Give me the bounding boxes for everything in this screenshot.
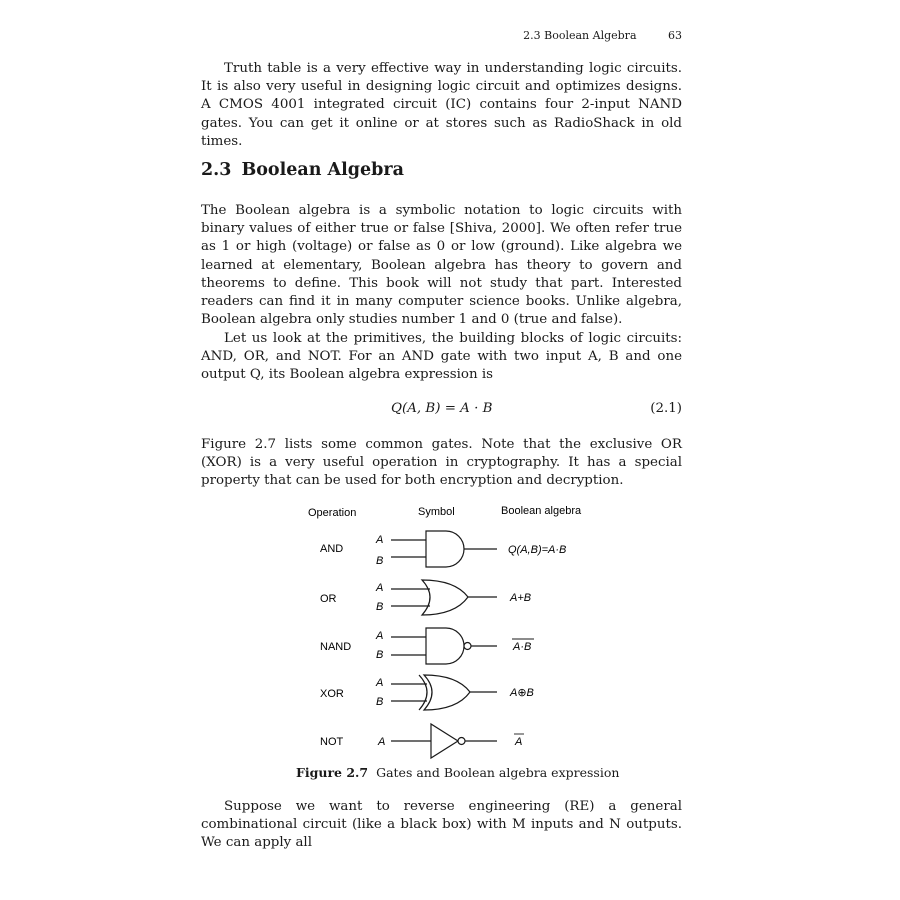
header-symbol: Symbol: [418, 506, 455, 518]
running-head: [200, 29, 682, 42]
section-title: Boolean Algebra: [241, 160, 404, 180]
figure-caption-label: Figure 2.7: [296, 765, 369, 780]
and-input-b: B: [376, 555, 384, 567]
operation-or: OR: [320, 593, 337, 605]
or-input-b: B: [376, 601, 384, 613]
running-head-section: 2.3 Boolean Algebra: [523, 29, 637, 42]
xor-input-b: B: [376, 696, 384, 708]
operation-not: NOT: [320, 736, 344, 748]
boolean-definition-paragraph: The Boolean algebra is a symbolic notation to logic circuits with binary values of either true or false [Shiva, 2000]. We often refer true as 1 or high (voltage) or false as 0 or low (ground). Like algebra we learned at elementary, Boolean algebra has theory to govern and theorems to define. This book will not study that part. Interested readers can find it in many computer science books. Unlike algebra, Boolean algebra only studies number 1 and 0 (true and false).: [201, 203, 682, 328]
equation-number: (2.1): [650, 401, 682, 416]
gates-diagram: [300, 502, 600, 762]
not-input-a: A: [378, 736, 386, 748]
gates-figure: [300, 502, 600, 762]
and-input-a: A: [376, 534, 384, 546]
xor-input-a: A: [376, 677, 384, 689]
not-gate-icon: [391, 724, 497, 758]
operation-xor: XOR: [320, 688, 344, 700]
or-input-a: A: [376, 582, 384, 594]
or-expression: A+B: [510, 592, 532, 604]
xor-gate-icon: [391, 675, 497, 710]
figure-reference-paragraph: Figure 2.7 lists some common gates. Note that the exclusive OR (XOR) is a very useful operation in cryptography. It has a special property that can be used for both encryption and decryption.: [201, 437, 682, 489]
nand-input-a: A: [376, 630, 384, 642]
not-expression: A: [515, 736, 523, 748]
nand-expression: A·B: [513, 641, 532, 653]
or-gate-icon: [391, 580, 497, 615]
figure-caption-text: Gates and Boolean algebra expression: [376, 765, 620, 780]
section-heading: [201, 160, 404, 180]
page-number: 63: [668, 29, 682, 42]
equation-2-1: [201, 401, 682, 421]
nand-input-b: B: [376, 649, 384, 661]
intro-paragraph: Truth table is a very effective way in understanding logic circuits. It is also very useful in designing logic circuit and optimizes designs. A CMOS 4001 integrated circuit (IC) contains four 2-input NAND gates. You can get it online or at stores such as RadioShack in old times.: [201, 61, 682, 149]
equation-expression: Q(A, B) = A · B: [391, 401, 493, 416]
nand-gate-icon: [391, 628, 497, 664]
and-gate-icon: [391, 531, 497, 567]
header-operation: Operation: [308, 507, 357, 519]
section-number: 2.3: [201, 160, 232, 180]
operation-nand: NAND: [320, 641, 352, 653]
figure-caption: [296, 765, 619, 780]
header-boolean-algebra: Boolean algebra: [501, 505, 582, 517]
reverse-engineering-paragraph: Suppose we want to reverse engineering (RE) a general combinational circuit (like a black box) with M inputs and N outputs. We can apply all: [201, 799, 682, 851]
primitives-paragraph: Let us look at the primitives, the building blocks of logic circuits: AND, OR, and NOT. For an AND gate with two input A, B and one output Q, its Boolean algebra expression is: [201, 331, 682, 383]
and-expression: Q(A,B)=A·B: [508, 544, 567, 556]
xor-expression: A⊕B: [510, 687, 534, 699]
operation-and: AND: [320, 543, 344, 555]
